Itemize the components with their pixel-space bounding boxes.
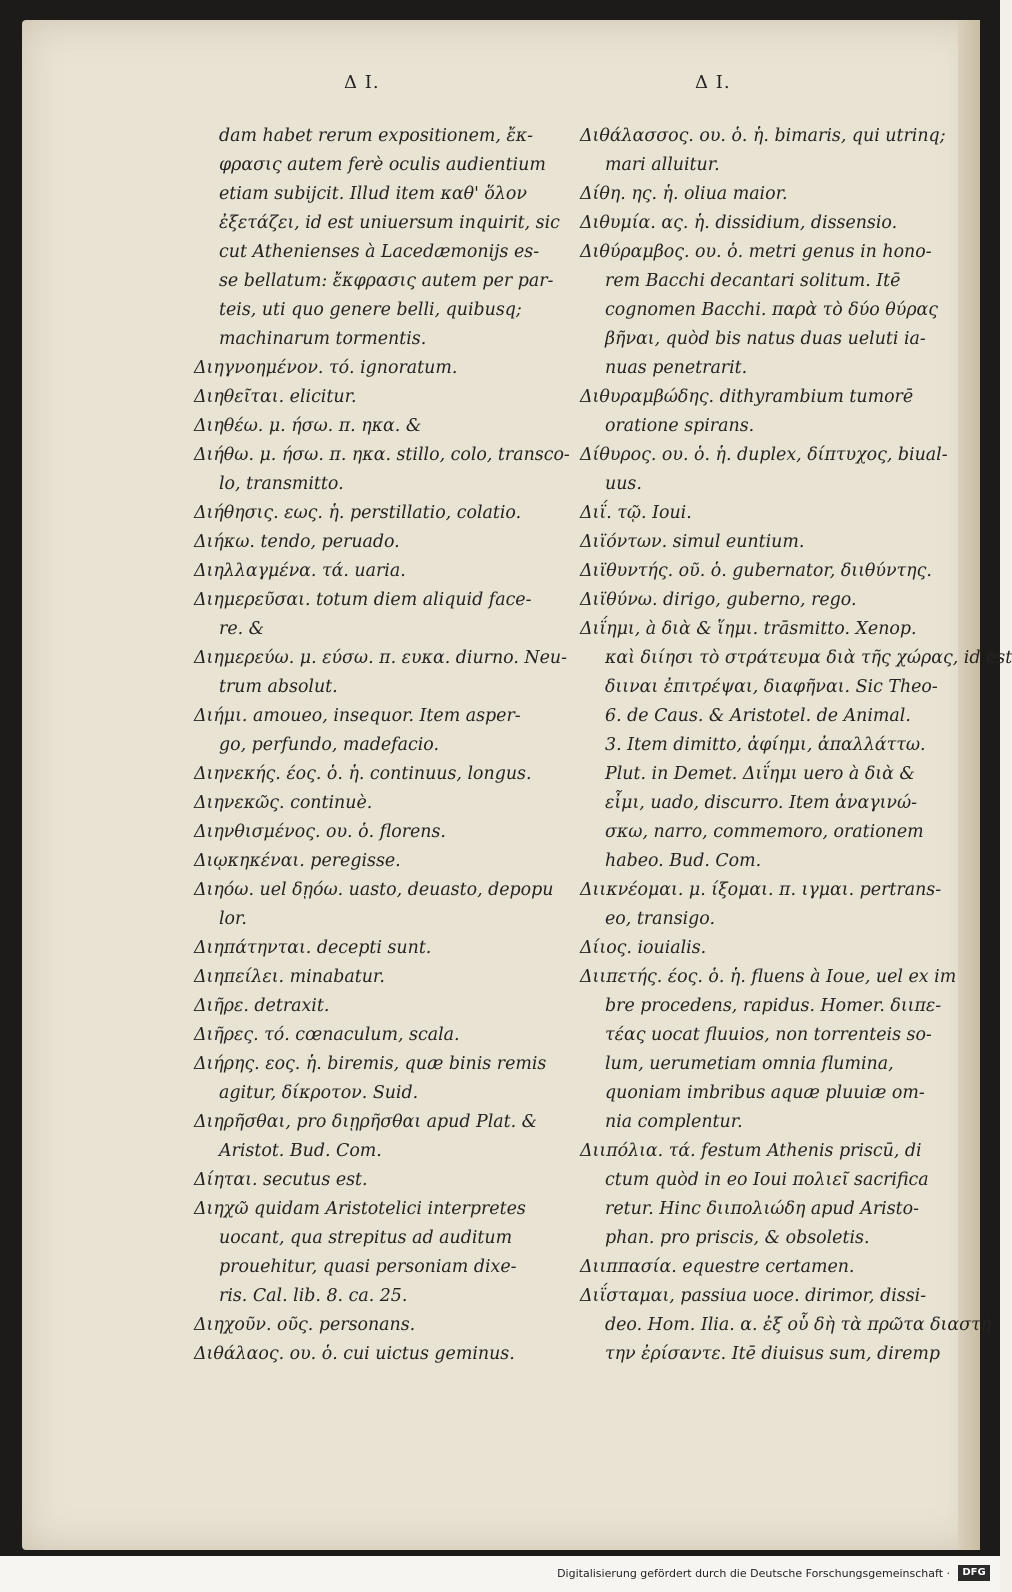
- left-column-header: Δ Ι.: [344, 72, 380, 93]
- dictionary-line: cut Athenienses à Lacedæmonijs es-: [219, 242, 540, 262]
- right-column-lines: [580, 122, 1012, 1369]
- dictionary-line: σκω, narro, commemoro, orationem: [605, 822, 924, 842]
- dictionary-line: agitur, δίκροτον. Suid.: [219, 1083, 419, 1103]
- dictionary-line: την ἐρίσαντε. Itē diuisus sum, diremp: [605, 1344, 941, 1364]
- dictionary-line: Διΐ. τῷ. Ioui.: [580, 503, 692, 523]
- dictionary-line: prouehitur, quasi personiam dixe-: [219, 1257, 517, 1277]
- dictionary-line: Διηρῆσθαι, pro διῃρῆσθαι apud Plat. &: [194, 1112, 538, 1132]
- dictionary-line: lo, transmitto.: [219, 474, 344, 494]
- dictionary-line: retur. Hinc διιπολιώδη apud Aristo-: [605, 1199, 919, 1219]
- dictionary-line: καὶ διίησι τὸ στράτευμα διὰ τῆς χώρας, id est: [605, 648, 1012, 668]
- dictionary-line: mari alluitur.: [605, 155, 720, 175]
- dictionary-line: uus.: [605, 474, 642, 494]
- dictionary-line: nia complentur.: [605, 1112, 743, 1132]
- dictionary-line: Plut. in Demet. Διΐημι uero à διὰ &: [605, 764, 915, 784]
- dictionary-line: φρασις autem ferè oculis audientium: [219, 155, 546, 175]
- dictionary-line: Διῳκηκέναι. peregisse.: [194, 851, 401, 871]
- dictionary-line: Δίθυρος. ου. ὁ. ἡ. duplex, δίπτυχος, biual-: [580, 445, 948, 465]
- dictionary-line: se bellatum: ἔκφρασις autem per par-: [219, 271, 554, 291]
- dictionary-line: 6. de Caus. & Aristotel. de Animal.: [605, 706, 911, 726]
- book-page: [22, 20, 1012, 1550]
- dictionary-line: machinarum tormentis.: [219, 329, 427, 349]
- footer-bar: [0, 1556, 1000, 1592]
- dfg-logo: DFG: [958, 1565, 990, 1581]
- dictionary-line: Διϊθύνω. dirigo, guberno, rego.: [580, 590, 857, 610]
- dictionary-line: τέας uocat fluuios, non torrenteis so-: [605, 1025, 932, 1045]
- dictionary-line: Διθάλαος. ου. ὁ. cui uictus geminus.: [194, 1344, 515, 1364]
- dictionary-line: trum absolut.: [219, 677, 338, 697]
- dictionary-line: nuas penetrarit.: [605, 358, 748, 378]
- dictionary-line: ctum quòd in eo Ioui πολιεῖ sacrifica: [605, 1170, 929, 1190]
- dictionary-line: διιναι ἐπιτρέψαι, διαφῆναι. Sic Theo-: [605, 677, 938, 697]
- dictionary-line: cognomen Bacchi. παρὰ τὸ δύο θύρας: [605, 300, 939, 320]
- dictionary-line: εἶμι, uado, discurro. Item ἀναγινώ-: [605, 793, 918, 813]
- dictionary-line: Διιππασία. equestre certamen.: [580, 1257, 855, 1277]
- dictionary-line: re. &: [219, 619, 265, 639]
- dictionary-line: Διηπείλει. minabatur.: [194, 967, 385, 987]
- left-column-lines: [194, 122, 569, 1369]
- dictionary-line: Διήθησις. εως. ἡ. perstillatio, colatio.: [194, 503, 522, 523]
- dictionary-line: uocant, qua strepitus ad auditum: [219, 1228, 513, 1248]
- dictionary-line: quoniam imbribus aquæ pluuiæ om-: [605, 1083, 925, 1103]
- dictionary-line: Διθυραμβώδης. dithyrambium tumorē: [580, 387, 914, 407]
- dictionary-line: Δίηται. secutus est.: [194, 1170, 368, 1190]
- dictionary-line: Διηθέω. μ. ήσω. π. ηκα. &: [194, 416, 422, 436]
- dictionary-line: Διηόω. uel δῃόω. uasto, deuasto, depopu: [194, 880, 554, 900]
- funding-notice: Digitalisierung gefördert durch die Deutsche Forschungsgemeinschaft ·: [557, 1567, 950, 1580]
- dictionary-line: Διῆρες. τό. cœnaculum, scala.: [194, 1025, 460, 1045]
- dictionary-line: Διηχοῦν. οῦς. personans.: [194, 1315, 416, 1335]
- dictionary-line: Διηπάτηνται. decepti sunt.: [194, 938, 432, 958]
- dictionary-line: Διϊθυντής. οῦ. ὁ. gubernator, διιθύντης.: [580, 561, 932, 581]
- dictionary-line: Διήθω. μ. ήσω. π. ηκα. stillo, colo, transco-: [194, 445, 570, 465]
- dictionary-line: lor.: [219, 909, 247, 929]
- dictionary-line: Διηγνοημένον. τό. ignoratum.: [194, 358, 458, 378]
- right-column-header: Δ Ι.: [695, 72, 731, 93]
- dictionary-line: lum, uerumetiam omnia flumina,: [605, 1054, 894, 1074]
- dictionary-line: Διήκω. tendo, peruado.: [194, 532, 400, 552]
- dictionary-line: Διΐημι, à διὰ & ἵημι. trāsmitto. Xenop.: [580, 619, 917, 639]
- dictionary-line: oratione spirans.: [605, 416, 755, 436]
- dictionary-line: Διηνθισμένος. ου. ὁ. florens.: [194, 822, 446, 842]
- dictionary-line: Διιπετής. έος. ὁ. ἡ. fluens à Ioue, uel ex im: [580, 967, 957, 987]
- dictionary-line: Διθάλασσος. ου. ὁ. ἡ. bimaris, qui utrinq;: [580, 126, 946, 146]
- dictionary-line: Διιπόλια. τά. festum Athenis priscū, di: [580, 1141, 922, 1161]
- dictionary-line: habeo. Bud. Com.: [605, 851, 762, 871]
- dictionary-line: Διήρης. εος. ἡ. biremis, quæ binis remis: [194, 1054, 547, 1074]
- dictionary-line: Aristot. Bud. Com.: [219, 1141, 382, 1161]
- dictionary-line: dam habet rerum expositionem, ἔκ-: [219, 126, 534, 146]
- dictionary-line: phan. pro priscis, & obsoletis.: [605, 1228, 870, 1248]
- dictionary-line: Δίιος. iouialis.: [580, 938, 707, 958]
- dictionary-line: eo, transigo.: [605, 909, 715, 929]
- dictionary-line: Διθυμία. ας. ἡ. dissidium, dissensio.: [580, 213, 898, 233]
- dictionary-line: Διηνεκής. έος. ὁ. ἡ. continuus, longus.: [194, 764, 532, 784]
- dictionary-line: Διημερεῦσαι. totum diem aliquid face-: [194, 590, 532, 610]
- dictionary-line: Διημερεύω. μ. εύσω. π. ευκα. diurno. Neu-: [194, 648, 567, 668]
- dictionary-line: teis, uti quo genere belli, quibusq;: [219, 300, 522, 320]
- dictionary-line: Διικνέομαι. μ. ίξομαι. π. ιγμαι. pertrans-: [580, 880, 942, 900]
- dictionary-line: etiam subijcit. Illud item καθ' ὅλον: [219, 184, 527, 204]
- dictionary-line: Διήμι. amoueo, insequor. Item asper-: [194, 706, 521, 726]
- dictionary-line: 3. Item dimitto, ἀφίημι, ἀπαλλάττω.: [605, 735, 926, 755]
- dictionary-line: ἐξετάζει, id est uniuersum inquirit, sic: [219, 213, 560, 233]
- dictionary-line: Διηνεκῶς. continuè.: [194, 793, 373, 813]
- dictionary-line: Διϊόντων. simul euntium.: [580, 532, 805, 552]
- dictionary-line: βῆναι, quòd bis natus duas ueluti ia-: [605, 329, 926, 349]
- dictionary-line: Διηθεῖται. elicitur.: [194, 387, 357, 407]
- dictionary-line: bre procedens, rapidus. Homer. διιπε-: [605, 996, 942, 1016]
- dictionary-line: Διηλλαγμένα. τά. uaria.: [194, 561, 406, 581]
- dictionary-line: Διηχῶ quidam Aristotelici interpretes: [194, 1199, 526, 1219]
- dictionary-line: deo. Hom. Ilia. α. ἐξ οὗ δὴ τὰ πρῶτα διαστή: [605, 1315, 992, 1335]
- dictionary-line: ris. Cal. lib. 8. ca. 25.: [219, 1286, 408, 1306]
- dictionary-line: go, perfundo, madefacio.: [219, 735, 439, 755]
- dictionary-line: Διθύραμβος. ου. ὁ. metri genus in hono-: [580, 242, 932, 262]
- dictionary-line: Δίθη. ης. ἡ. oliua maior.: [580, 184, 788, 204]
- dictionary-line: rem Bacchi decantari solitum. Itē: [605, 271, 901, 291]
- dictionary-line: Διῆρε. detraxit.: [194, 996, 330, 1016]
- dictionary-line: Διΐσταμαι, passiua uoce. dirimor, dissi-: [580, 1286, 927, 1306]
